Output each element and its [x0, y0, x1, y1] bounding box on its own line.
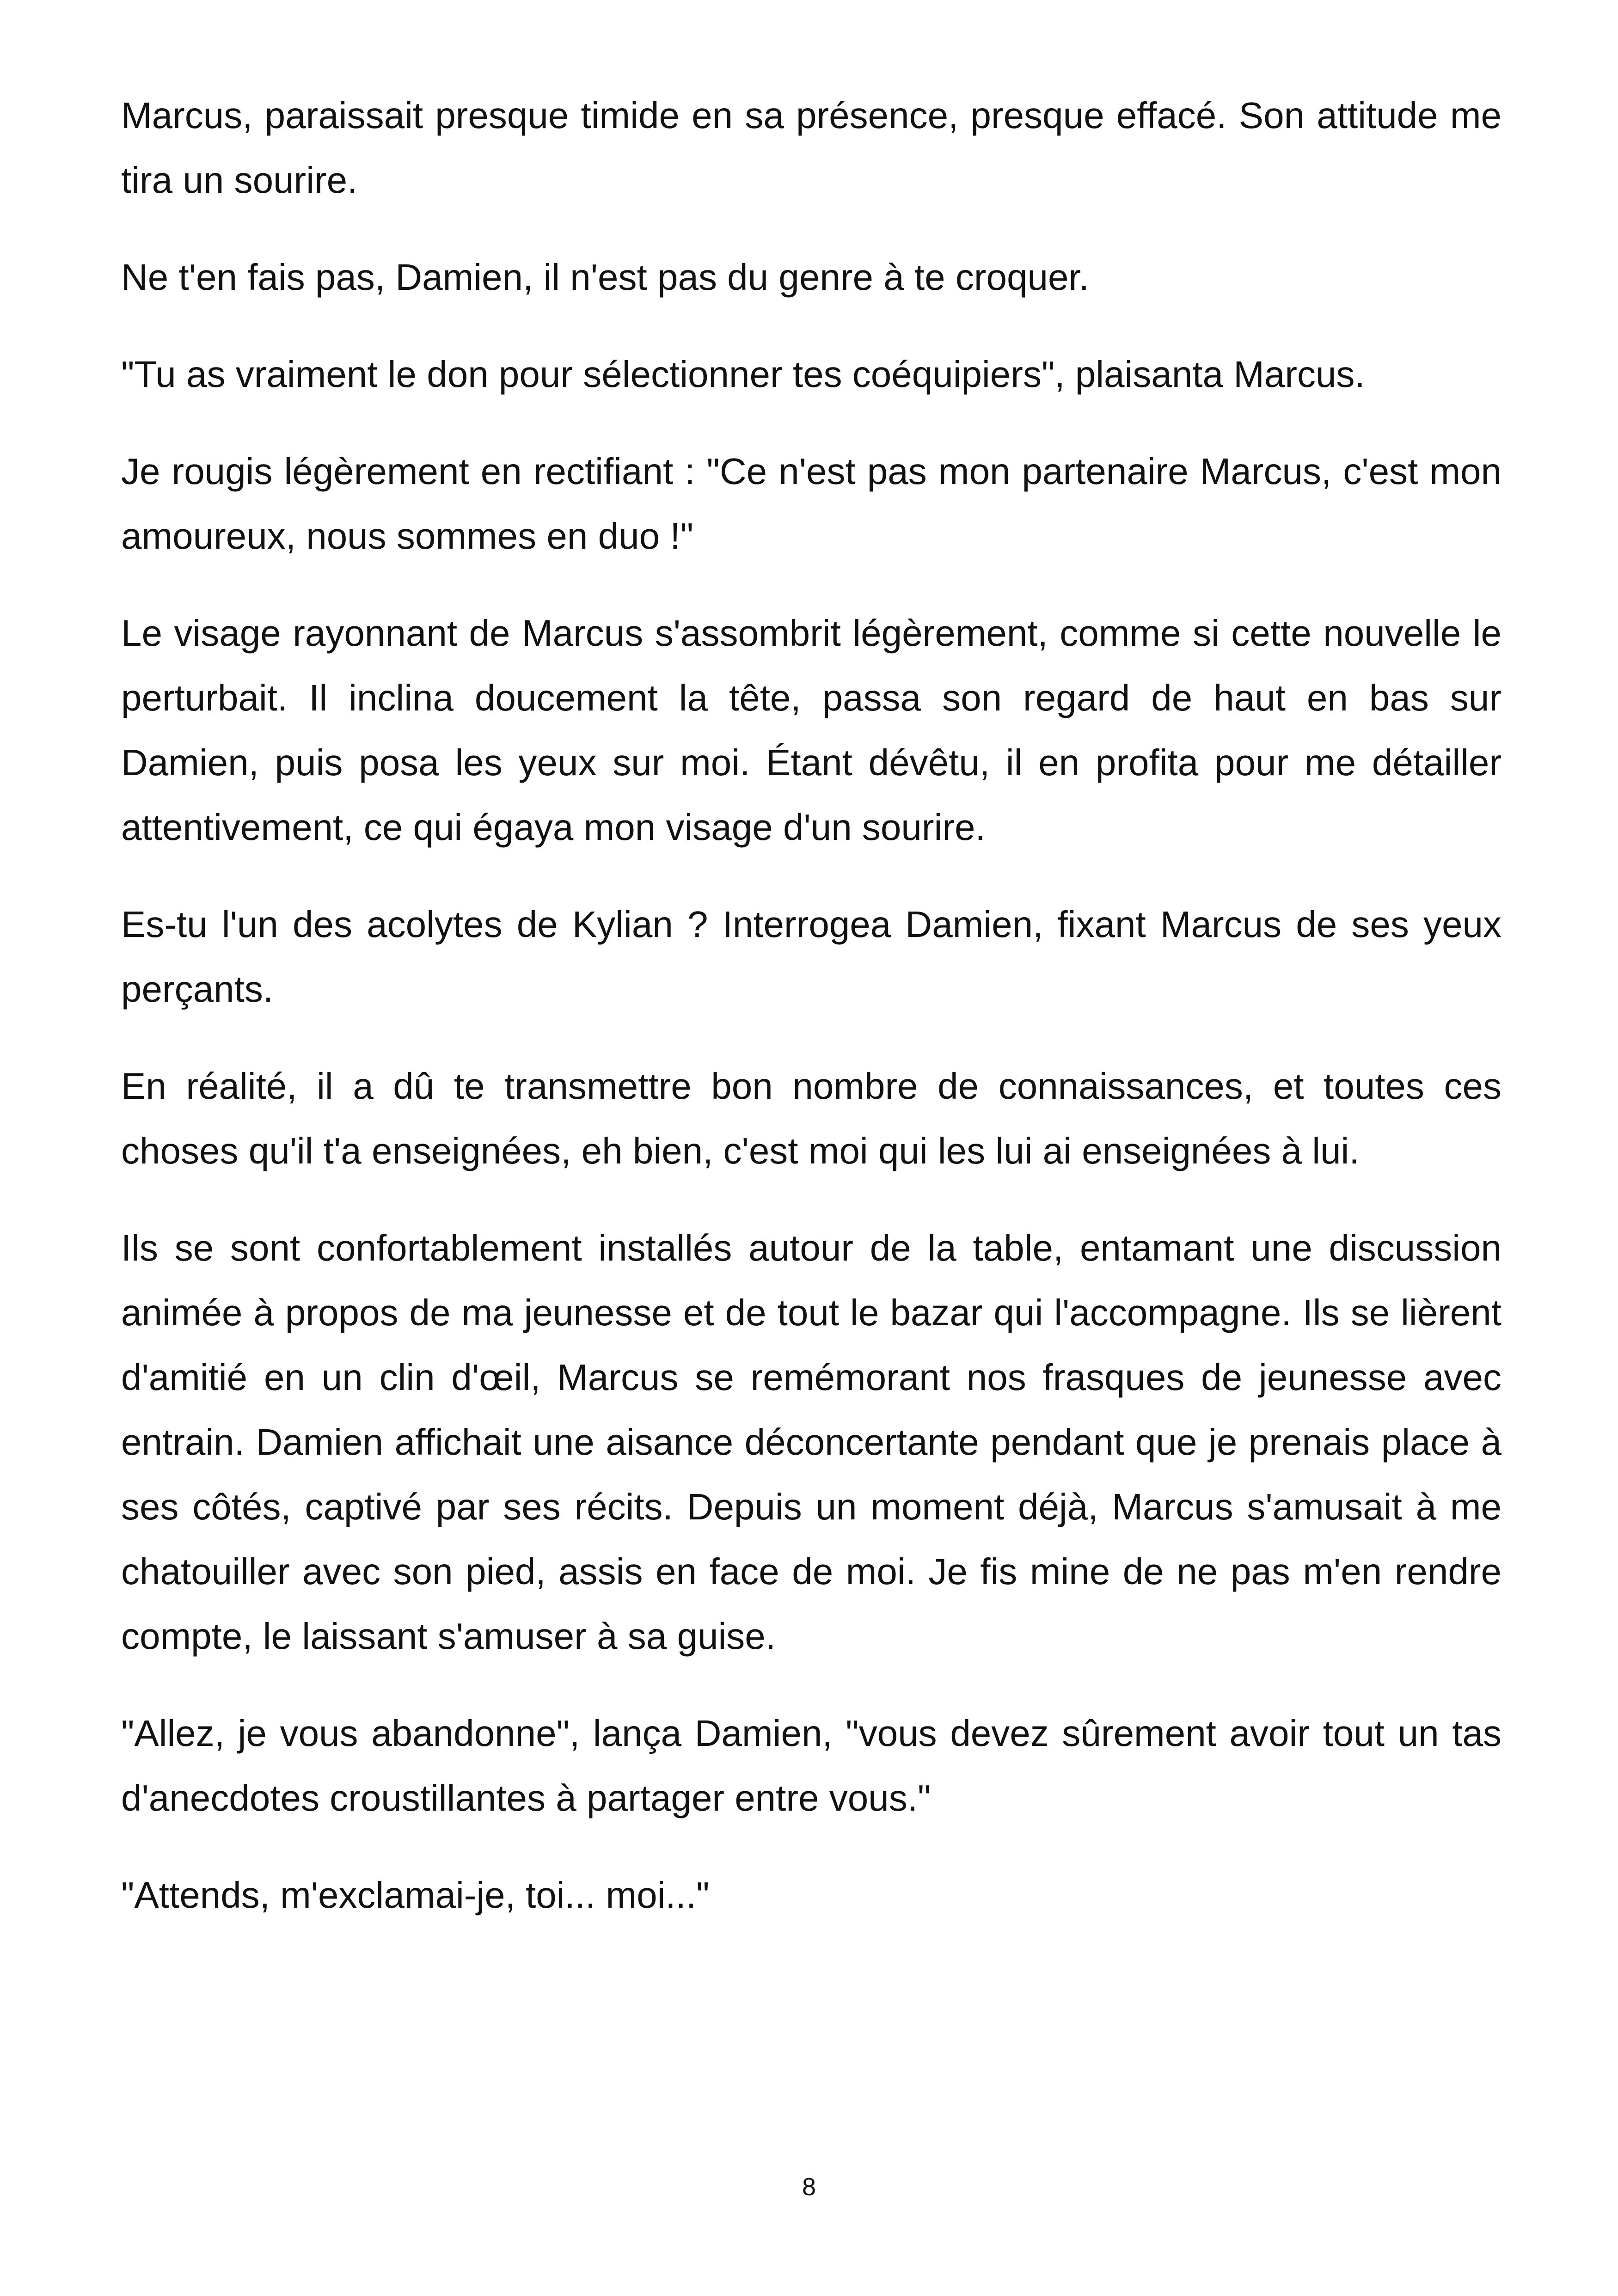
paragraph: "Attends, m'exclamai-je, toi... moi..."	[121, 1874, 710, 1916]
paragraph: Ils se sont confortablement installés autour de la table, entamant une discussion animée à propos de ma jeunesse et de tout le bazar qui l'accompagne. Ils se lièrent d'amitié en un clin d'œil, Marcus se remémorant nos frasques de jeunesse avec entrain. Damien affichait une aisance déconcertante pendant que je prenais place à ses côtés, captivé par ses récits. Depuis un moment déjà, Marcus s'amusait à me chatouiller avec son pied, assis en face de moi. Je fis mine de ne pas m'en rendre compte, le laissant s'amuser à sa guise.	[121, 1227, 1502, 1657]
page-body	[121, 83, 1502, 1960]
paragraph: Je rougis légèrement en rectifiant : "Ce n'est pas mon partenaire Marcus, c'est mon amoureux, nous sommes en duo !"	[121, 451, 1502, 557]
paragraph: "Tu as vraiment le don pour sélectionner tes coéquipiers", plaisanta Marcus.	[121, 354, 1365, 395]
paragraph: Marcus, paraissait presque timide en sa présence, presque effacé. Son attitude me tira un sourire.	[121, 95, 1502, 201]
paragraph: Le visage rayonnant de Marcus s'assombrit légèrement, comme si cette nouvelle le perturbait. Il inclina doucement la tête, passa son regard de haut en bas sur Damien, puis posa les yeux sur moi. Étant dévêtu, il en profita pour me détailler attentivement, ce qui égaya mon visage d'un sourire.	[121, 612, 1502, 848]
paragraph: Ne t'en fais pas, Damien, il n'est pas du genre à te croquer.	[121, 257, 1089, 298]
paragraph: Es-tu l'un des acolytes de Kylian ? Interrogea Damien, fixant Marcus de ses yeux perçants.	[121, 904, 1502, 1010]
paragraph: En réalité, il a dû te transmettre bon nombre de connaissances, et toutes ces choses qu'il t'a enseignées, eh bien, c'est moi qui les lui ai enseignées à lui.	[121, 1065, 1502, 1171]
paragraph: "Allez, je vous abandonne", lança Damien, "vous devez sûrement avoir tout un tas d'anecdotes croustillantes à partager entre vous."	[121, 1713, 1502, 1818]
page-number: 8	[802, 2173, 816, 2201]
